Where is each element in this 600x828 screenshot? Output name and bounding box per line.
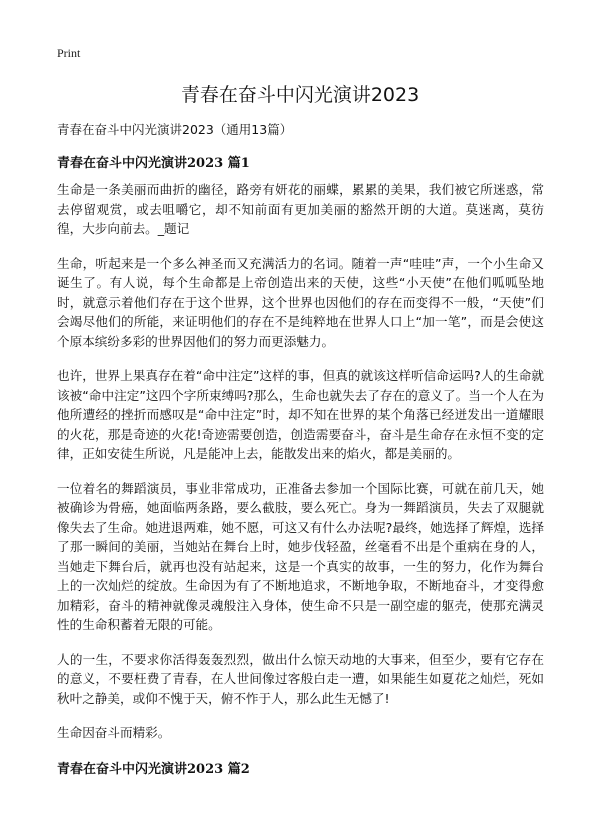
section-heading: 青春在奋斗中闪光演讲2023 篇1 bbox=[57, 156, 250, 171]
section-heading: 青春在奋斗中闪光演讲2023 篇2 bbox=[57, 761, 250, 777]
paragraph: 生命，听起来是一个多么神圣而又充满活力的名词。随着一声“哇哇”声，一个小生命又诞生了。有人说，每个生命都是上帝创造出来的天使，这些“小天使”在他们呱呱坠地时，就意示着他们存在于这个世界，这个世界也因他们的存在而变得不一般，“天使”们会竭尽他们的所能，来证明他们的存在不是纯粹地在世界人口上“加一笔”，而是会使这个原本缤纷多彩的世界因他们的努力而更添魅力。 bbox=[57, 255, 544, 349]
paragraph: 人的一生，不要求你活得轰轰烈烈，做出什么惊天动地的大事来，但至少，要有它存在的意义，不要枉费了青春，在人世间像过客般白走一遭，如果能生如夏花之灿烂，死如秋叶之静美，或仰不愧于天，俯不怍于人，那么此生无憾了! bbox=[57, 651, 544, 706]
document-subtitle: 青春在奋斗中闪光演讲2023（通用13篇） bbox=[57, 122, 293, 137]
article-body bbox=[57, 152, 544, 786]
paragraph-intro: 生命是一条美丽而曲折的幽径，路旁有妍花的丽蝶，累累的美果，我们被它所迷惑，常去停留观赏，或去咀嚼它，却不知前面有更加美丽的豁然开朗的大道。莫迷离，莫彷徨，大步向前去。_题记 bbox=[57, 182, 544, 236]
paragraph: 也许，世界上果真存在着“命中注定”这样的事，但真的就该这样听信命运吗?人的生命就该被“命中注定”这四个字所束缚吗?那么，生命也就失去了存在的意义了。当一个人在为他所遭经的挫折而感叹是“命中注定”时，却不知在世界的某个角落已经迸发出一道耀眼的火花，那是奇迹的火花!奇迹需要创造，创造需要奋斗，奋斗是生命存在永恒不变的定律，正如安徒生所说，凡是能冲上去，能散发出来的焰火，都是美丽的。 bbox=[57, 368, 544, 461]
paragraph-conclusion: 生命因奋斗而精彩。 bbox=[57, 725, 171, 740]
page-title: 青春在奋斗中闪光演讲2023 bbox=[180, 84, 420, 106]
paragraph: 一位着名的舞蹈演员，事业非常成功，正准备去参加一个国际比赛，可就在前几天，她被确诊为骨癌，她面临两条路，要么截肢，要么死亡。身为一舞蹈演员，失去了双腿就像失去了生命。她进退两难，她不愿，可这又有什么办法呢?最终，她选择了辉煌，选择了那一瞬间的美丽，当她站在舞台上时，她步伐轻盈，丝毫看不出是个重病在身的人，当她走下舞台后，就再也没有站起来，这是一个真实的故事，一生的努力，化作为舞台上的一次灿烂的绽放。生命因为有了不断地追求，不断地争取，不断地奋斗，才变得愈加精彩，奋斗的精神就像灵魂般注入身体，使生命不只是一副空虚的躯壳，使那充满灵性的生命积蓄着无限的可能。 bbox=[57, 480, 544, 632]
print-button[interactable]: Print bbox=[57, 46, 81, 60]
